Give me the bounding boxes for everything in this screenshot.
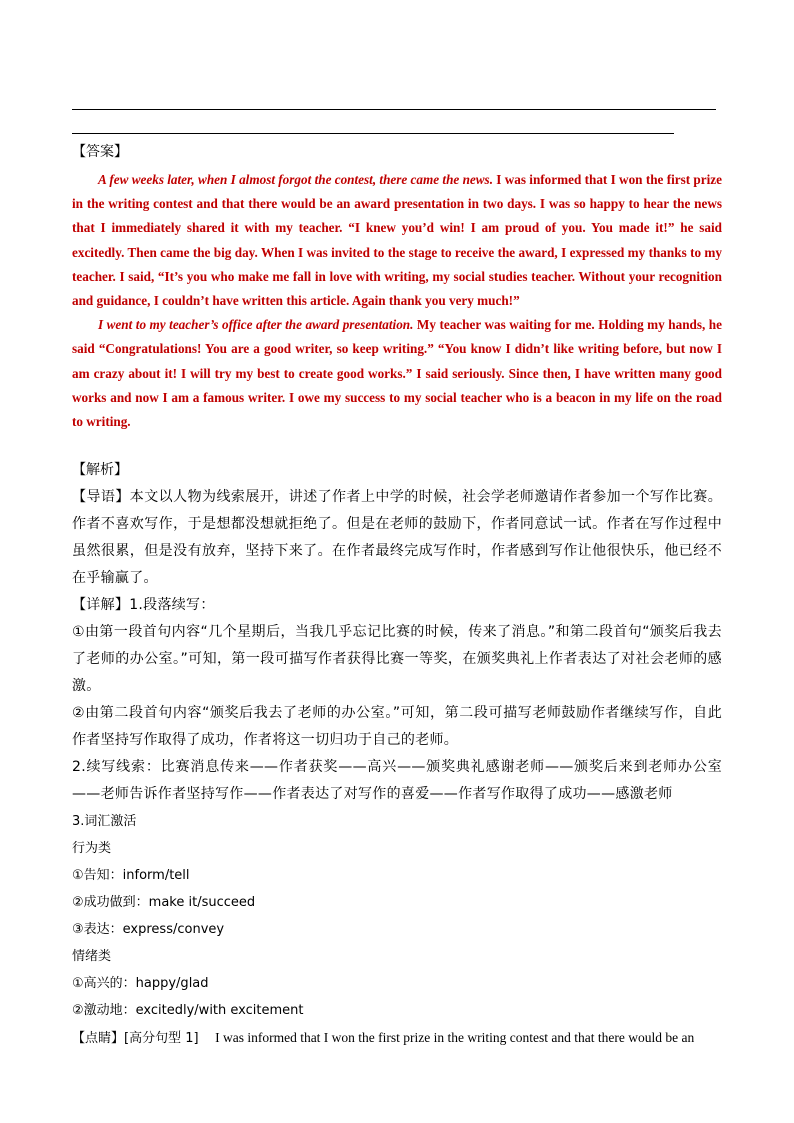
- detail-heading: 【详解】1.段落续写：: [72, 597, 215, 613]
- writing-clue: 2.续写线索：比赛消息传来——作者获奖——高兴——颁奖典礼感谢老师——颁奖后来到老师办公室——老师告诉作者坚持写作——作者表达了对写作的喜爱——作者写作取得了成功——感激老师: [72, 759, 722, 802]
- paragraph-2-opening: I went to my teacher’s office after the award presentation.: [98, 317, 414, 333]
- vocab-heading: 3.词汇激活: [72, 814, 137, 829]
- emotion-item-1: ①高兴的：happy/glad: [72, 976, 209, 991]
- answer-essay: [72, 168, 722, 434]
- answer-line-2: [72, 133, 674, 134]
- behavior-category: 行为类: [72, 841, 112, 856]
- paragraph-1-opening: A few weeks later, when I almost forgot the contest, there came the news.: [98, 172, 493, 187]
- highlight-heading: 【点睛】[高分句型 1]: [72, 1031, 199, 1046]
- answer-heading: 【答案】: [72, 144, 128, 160]
- behavior-item-2: ②成功做到：make it/succeed: [72, 895, 256, 910]
- answer-paragraph-2: [72, 313, 722, 434]
- highlight-sentence: I was informed that I won the first prize in the writing contest and that there would be an: [215, 1030, 695, 1045]
- highlight-line: [72, 1024, 722, 1052]
- paragraph-2-body: My teacher was waiting for me. Holding my hands, he said “Congratulations! You are a good writer, so keep writing.” “You know I didn’t like writing before, but now I am crazy about it! I will try my best to create good works.” I said seriously. Since then, I have written many good works and now I am a famous writer. I owe my success to my social teacher who is a beacon in my life on the road to writing.: [72, 317, 722, 430]
- analysis-section: [72, 484, 722, 1052]
- emotion-category: 情绪类: [72, 949, 112, 964]
- paragraph-1-body: I was informed that I won the first prize in the writing contest and that there would be an award presentation in two days. I was so happy to hear the news that I immediately shared it with my teacher. “I knew you’d win! I am proud of you. You made it!” he said excitedly. Then came the big day. When I was invited to the stage to receive the award, I expressed my thanks to my teacher. I said, “It’s you who make me fall in love with writing, my social studies teacher. Without your recognition and guidance, I couldn’t have written this article. Again thank you very much!”: [72, 172, 722, 309]
- analysis-heading: 【解析】: [72, 462, 128, 478]
- guide-paragraph: 【导语】本文以人物为线索展开，讲述了作者上中学的时候，社会学老师邀请作者参加一个写作比赛。作者不喜欢写作，于是想都没想就拒绝了。但是在老师的鼓励下，作者同意试一试。作者在写作过程中虽然很累，但是没有放弃，坚持下来了。在作者最终完成写作时，作者感到写作让他很快乐，他已经不在乎输赢了。: [72, 489, 722, 586]
- behavior-item-3: ③表达：express/convey: [72, 922, 225, 937]
- detail-point-2: ②由第二段首句内容“颁奖后我去了老师的办公室。”可知，第二段可描写老师鼓励作者继续写作，自此作者坚持写作取得了成功，作者将这一切归功于自己的老师。: [72, 705, 722, 748]
- answer-line-1: [72, 109, 716, 110]
- detail-point-1: ①由第一段首句内容“几个星期后，当我几乎忘记比赛的时候，传来了消息。”和第二段首句“颁奖后我去了老师的办公室。”可知，第一段可描写作者获得比赛一等奖，在颁奖典礼上作者表达了对社会老师的感激。: [72, 624, 722, 694]
- behavior-item-1: ①告知：inform/tell: [72, 868, 190, 883]
- emotion-item-2: ②激动地：excitedly/with excitement: [72, 1003, 304, 1018]
- answer-paragraph-1: [72, 168, 722, 313]
